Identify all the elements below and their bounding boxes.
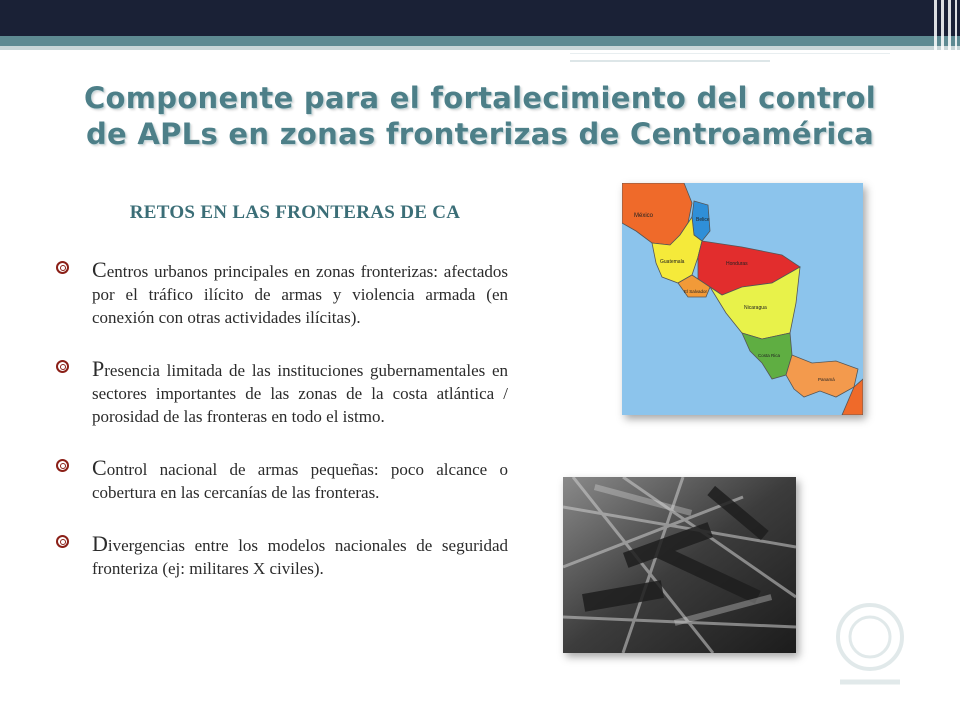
bullet-item: [56, 357, 508, 428]
bullet-item: [56, 456, 508, 504]
bullet-initial: C: [92, 455, 107, 480]
map-label: Nicaragua: [744, 305, 767, 311]
ring-bullet-icon: [56, 261, 69, 274]
bullet-text: ivergencias entre los modelos nacionales de seguridad fronteriza (ej: militares X civiles).: [92, 536, 508, 578]
ring-bullet-icon: [56, 535, 69, 548]
map-label: El Salvador: [684, 289, 708, 294]
slide-title: Componente para el fortalecimiento del control de APLs en zonas fronterizas de Centroamérica: [83, 81, 877, 151]
map-label: Honduras: [726, 261, 748, 267]
bullet-initial: C: [92, 257, 107, 282]
slide-subtitle: RETOS EN LAS FRONTERAS DE CA: [129, 202, 461, 223]
map-label: Costa Rica: [758, 353, 781, 358]
bullet-text: ontrol nacional de armas pequeñas: poco alcance o cobertura en las cercanías de las fronteras.: [92, 460, 508, 502]
bullet-text: entros urbanos principales en zonas fronterizas: afectados por el tráfico ilícito de armas y violencia armada (en conexión con otras actividades ilícitas).: [92, 262, 508, 327]
bullet-initial: D: [92, 531, 108, 556]
central-america-map-image: [622, 183, 863, 415]
weapons-photo-image: [563, 477, 796, 653]
decorative-lines: [930, 0, 960, 64]
watermark-logo-icon: [820, 592, 920, 692]
bullet-item: [56, 532, 508, 580]
decorative-rule: [570, 60, 770, 62]
header-bar: [0, 0, 960, 36]
map-graphic: [622, 183, 863, 415]
bullet-item: [56, 258, 508, 329]
decorative-rule: [570, 50, 890, 54]
map-label: México: [634, 213, 654, 219]
bullet-list: [56, 258, 508, 608]
map-label: Guatemala: [660, 259, 685, 265]
map-label: Panamá: [818, 377, 835, 382]
weapons-photo-graphic: [563, 477, 796, 653]
ring-bullet-icon: [56, 459, 69, 472]
bullet-initial: P: [92, 356, 105, 381]
map-label: Belice: [696, 217, 710, 223]
header-accent-bar: [0, 36, 960, 46]
ring-bullet-icon: [56, 360, 69, 373]
bullet-text: resencia limitada de las instituciones gubernamentales en sectores importantes de las zonas de la costa atlántica / porosidad de las fronteras en todo el istmo.: [92, 361, 508, 426]
